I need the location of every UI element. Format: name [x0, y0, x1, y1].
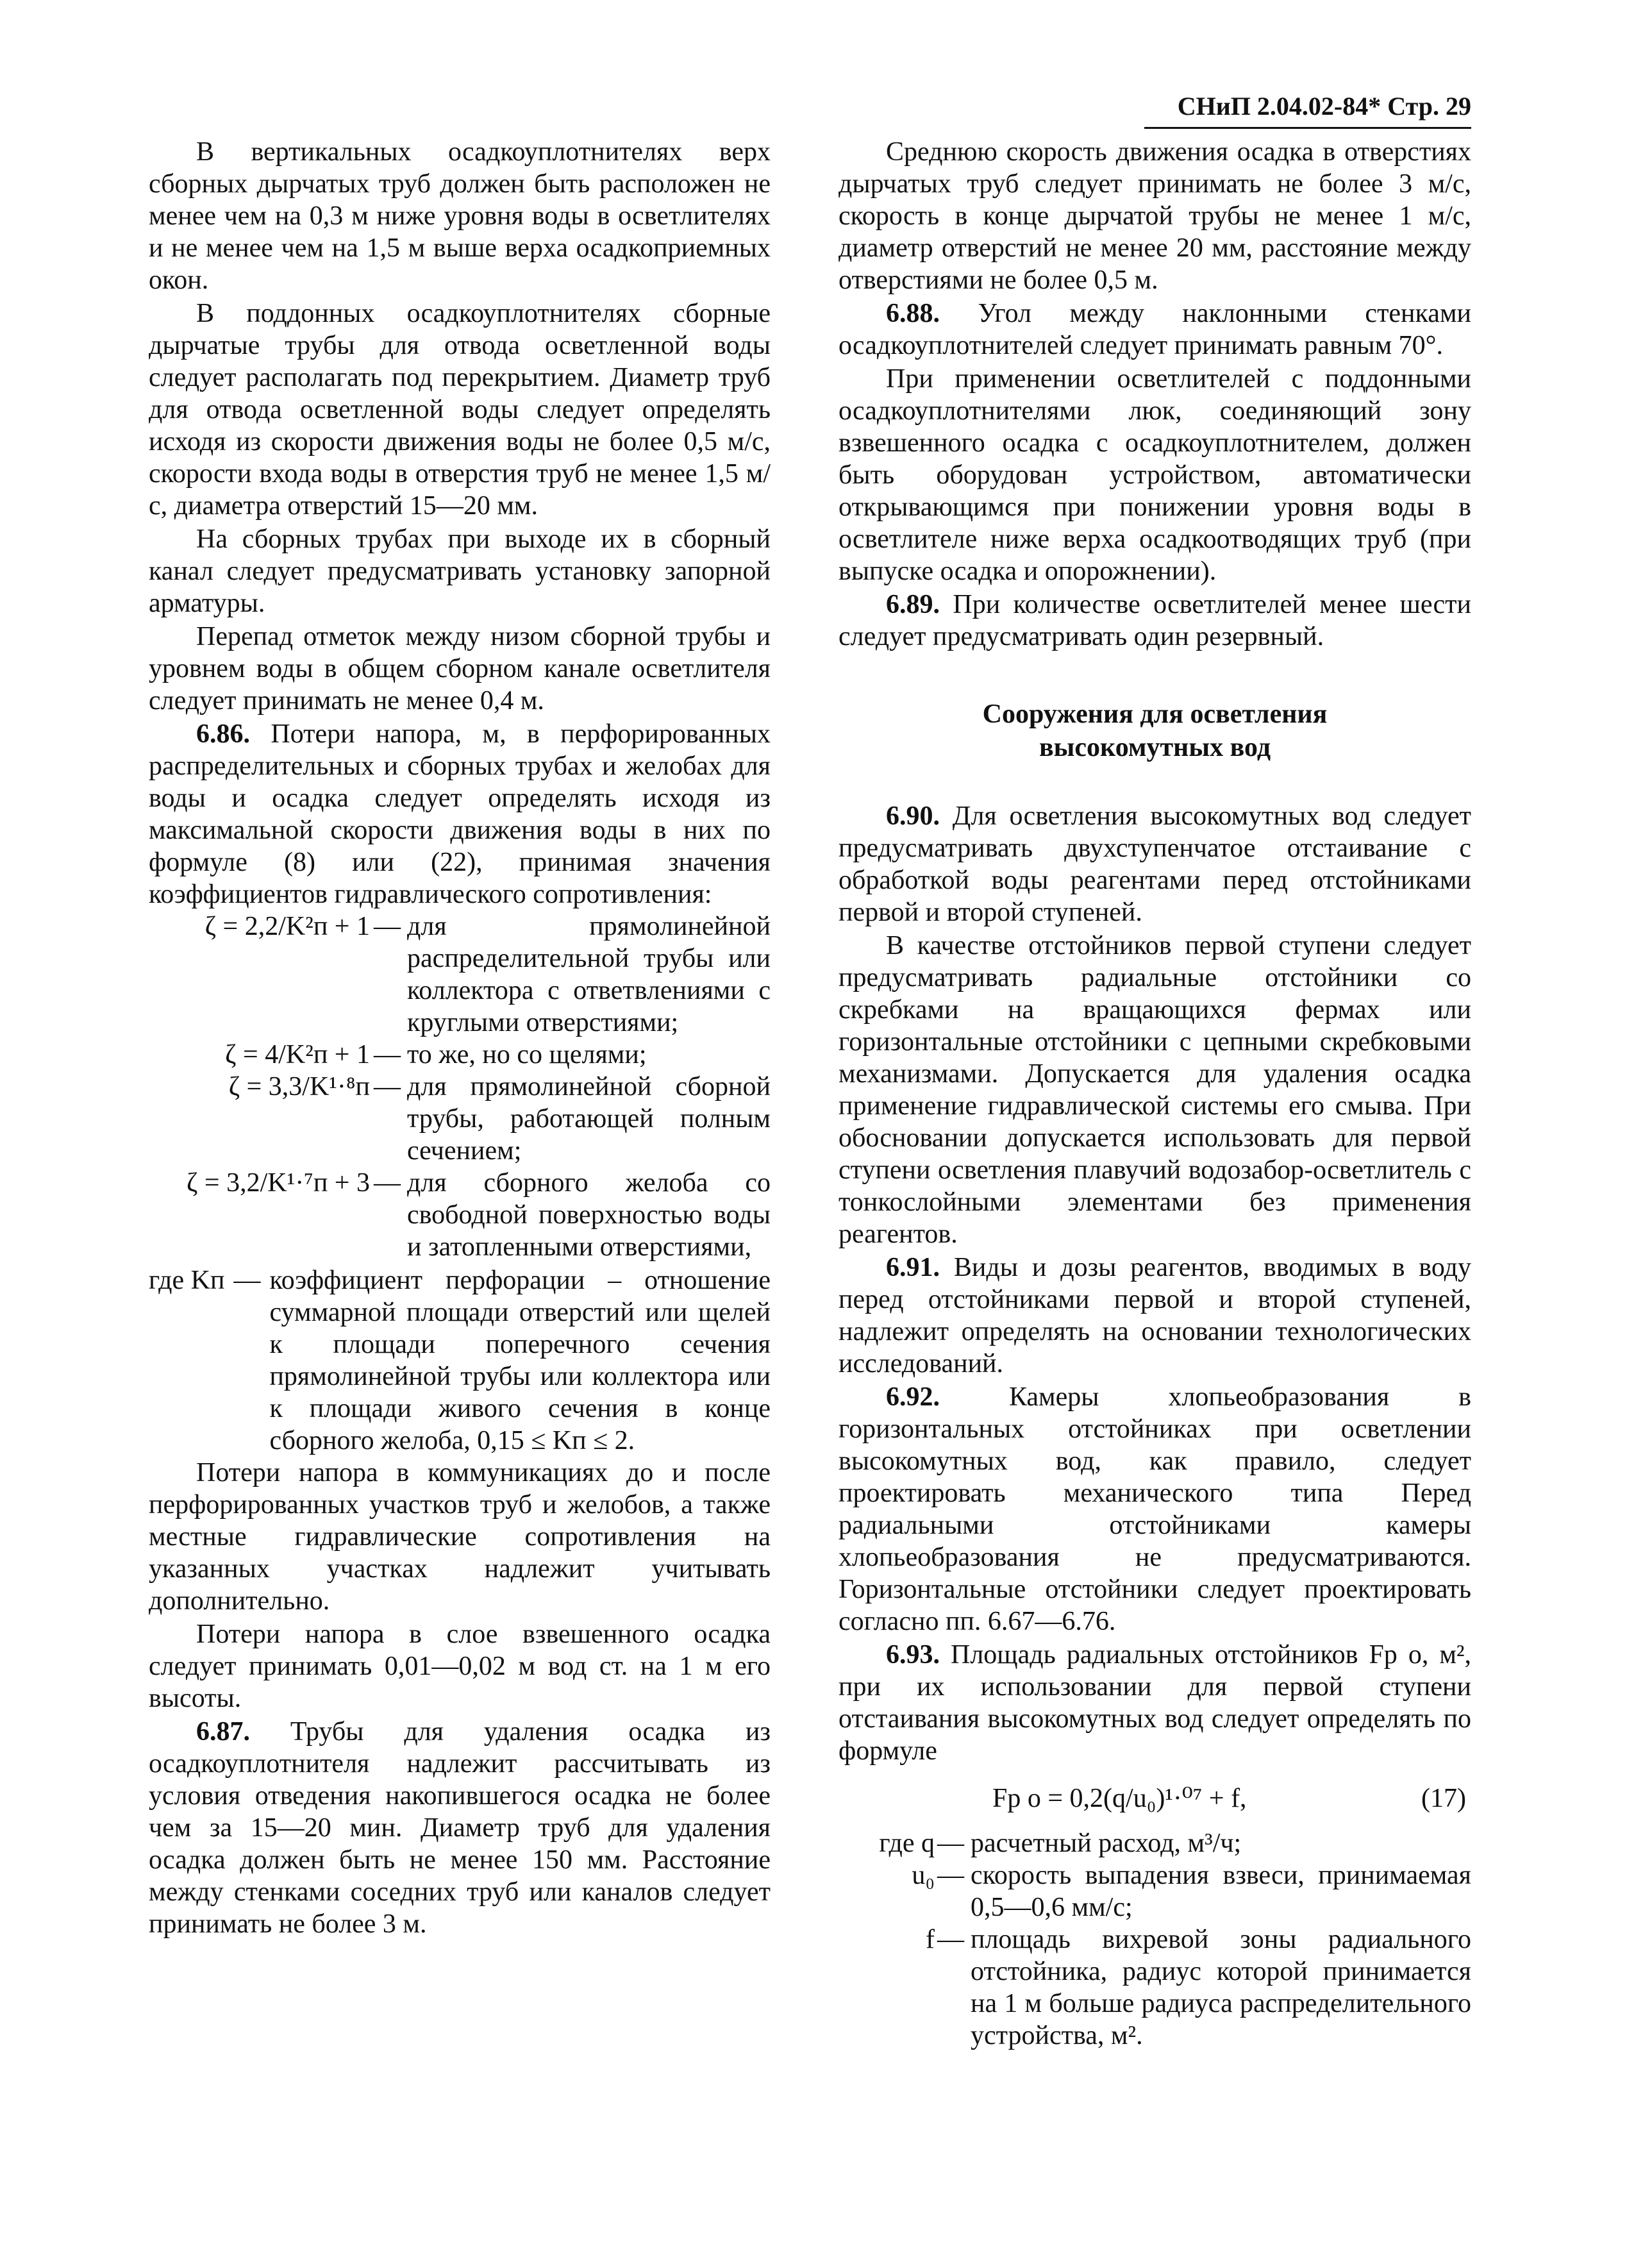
left-column — [149, 136, 771, 1940]
variable-label: где q — [879, 1829, 935, 1858]
equation-17 — [839, 1782, 1471, 1814]
variable-definition — [839, 1827, 1471, 1859]
variable-dash: — — [937, 1829, 964, 1858]
coefficient-definition — [149, 1264, 771, 1457]
paragraph: В вертикальных осадкоуплотнителях верх сборных дырчатых труб должен быть расположен не менее чем на 0,3 м ниже уровня воды в осветлителях и не менее чем на 1,5 м выше верха осадкоприемных окон. — [149, 137, 771, 295]
running-header: СНиП 2.04.02-84* Стр. 29 — [1144, 91, 1471, 129]
clause-6-93 — [839, 1639, 1471, 1767]
formula-dash: — — [374, 1072, 401, 1102]
definition-dash: — — [233, 1266, 261, 1295]
formula-expression: ζ = 3,2/K¹·⁷п + 3 — [187, 1168, 370, 1198]
paragraph: Перепад отметок между низом сборной трубы и уровнем воды в общем сборном канале осветлителя следует принимать не менее 0,4 м. — [149, 622, 771, 716]
formula-row — [149, 1071, 771, 1167]
variable-dash: — — [937, 1925, 964, 1954]
formula-description: для прямолинейной сборной трубы, работающей полным сечением; — [407, 1072, 771, 1166]
clause-text: Потери напора, м, в перфорированных распределительных и сборных трубах и желобах для воды и осадка следует определять исходя из максимальной скорости движения воды в них по формуле (8) или (22), принимая значения коэффициентов гидравлического сопротивления: — [149, 719, 771, 909]
formula-dash: — — [374, 1168, 401, 1198]
formula-row — [149, 910, 771, 1039]
clause-text: Угол между наклонными стенками осадкоуплотнителей следует принимать равным 70°. — [839, 299, 1472, 360]
clause-6-87 — [149, 1716, 771, 1940]
clause-number: 6.89. — [886, 590, 940, 619]
formula-row — [149, 1039, 771, 1071]
paragraph: Среднюю скорость движения осадка в отверстиях дырчатых труб следует принимать не более 3 м/с, скорость в конце дырчатой трубы не менее 1 м/с, диаметр отверстий не менее 20 мм, расстояние между отверстиями не более 0,5 м. — [839, 137, 1471, 295]
variable-definitions — [839, 1827, 1471, 2052]
variable-description: расчетный расход, м³/ч; — [971, 1829, 1242, 1858]
variable-definition — [839, 1859, 1471, 1923]
clause-text: Для осветления высокомутных вод следует предусматривать двухступенчатое отстаивание с обработкой воды реагентами перед отстойниками первой и второй ступеней. — [839, 801, 1471, 927]
formula-expression: ζ = 4/K²п + 1 — [225, 1040, 370, 1069]
formula-dash: — — [374, 912, 401, 941]
equation-number: (17) — [1421, 1784, 1466, 1813]
paragraph: В поддонных осадкоуплотнителях сборные дырчатые трубы для отвода осветленной воды следует располагать под перекрытием. Диаметр труб для отвода осветленной воды следует определять исходя из скорости движения воды не более 0,5 м/с, скорости входа воды в отверстия труб не менее 1,5 м/с, диаметра отверстий 15—20 мм. — [149, 299, 771, 521]
clause-number: 6.92. — [886, 1382, 940, 1412]
clause-6-90 — [839, 800, 1471, 928]
clause-6-89 — [839, 589, 1471, 653]
paragraph: В качестве отстойников первой ступени следует предусматривать радиальные отстойники со скребками на вращающихся фермах или горизонтальные отстойники с цепными скребковыми механизмами. Допускается для удаления осадка применение гидравлической системы его смыва. При обосновании допускается использовать для первой ступени осветления плавучий водозабор-осветлитель с тонкослойными элементами без применения реагентов. — [839, 931, 1471, 1249]
variable-dash: — — [937, 1861, 964, 1890]
definition-text: коэффициент перфорации – отношение суммарной площади отверстий или щелей к площади поперечного сечения прямолинейной трубы или коллектора или к площади живого сечения в конце сборного желоба, 0,15 ≤ Kп ≤ 2. — [269, 1266, 771, 1455]
clause-6-91 — [839, 1252, 1471, 1380]
clause-text: Площадь радиальных отстойников Fр о, м², при их использовании для первой ступени отстаивания высокомутных вод следует определять по формуле — [839, 1640, 1472, 1766]
formula-dash: — — [374, 1040, 401, 1069]
paragraph: Потери напора в слое взвешенного осадка следует принимать 0,01—0,02 м вод ст. на 1 м его высоты. — [149, 1620, 771, 1713]
variable-label: u₀ — [912, 1861, 935, 1890]
section-title — [839, 698, 1471, 764]
variable-label: f — [926, 1925, 935, 1954]
definition-label: где Kп — [149, 1266, 225, 1295]
clause-6-92 — [839, 1381, 1471, 1638]
clause-number: 6.93. — [886, 1640, 940, 1670]
variable-description: площадь вихревой зоны радиального отстойника, радиус которой принимается на 1 м больше радиуса распределительного устройства, м². — [971, 1925, 1471, 2050]
section-title-line: Сооружения для осветления — [982, 700, 1328, 729]
formula-description: для прямолинейной распределительной трубы или коллектора с ответвлениями с круглыми отверстиями; — [407, 912, 771, 1037]
clause-text: Камеры хлопьеобразования в горизонтальных отстойниках при осветлении высокомутных вод, как правило, следует проектировать механического типа Перед радиальными отстойниками камеры хлопьеобразования не предусматриваются. Горизонтальные отстойники следует проектировать согласно пп. 6.67—6.76. — [839, 1382, 1471, 1636]
formula-description: для сборного желоба со свободной поверхностью воды и затопленными отверстиями, — [407, 1168, 771, 1262]
paragraph: При применении осветлителей с поддонными осадкоуплотнителями люк, соединяющий зону взвешенного осадка с осадкоуплотнителем, должен быть оборудован устройством, автоматически открывающимся при понижении уровня воды в осветлителе ниже верха осадкоотводящих труб (при выпуске осадка и опорожнении). — [839, 364, 1471, 586]
variable-definition — [839, 1923, 1471, 2052]
formula-list — [149, 910, 771, 1263]
paragraph: Потери напора в коммуникациях до и после перфорированных участков труб и желобов, а также местные гидравлические сопротивления на указанных участках надлежит учитывать дополнительно. — [149, 1458, 771, 1616]
section-title-line: высокомутных вод — [1039, 733, 1271, 762]
clause-text: Трубы для удаления осадка из осадкоуплотнителя надлежит рассчитывать из условия отведения накопившегося осадка не более чем за 15—20 мин. Диаметр труб для удаления осадка должен быть не менее 150 мм. Расстояние между стенками соседних труб или каналов следует принимать не более 3 м. — [149, 1717, 771, 1939]
formula-row — [149, 1167, 771, 1263]
clause-text: Виды и дозы реагентов, вводимых в воду перед отстойниками первой и второй ступеней, надлежит определять на основании технологических исследований. — [839, 1253, 1472, 1378]
paragraph: На сборных трубах при выходе их в сборный канал следует предусматривать установку запорной арматуры. — [149, 524, 771, 618]
right-column — [839, 136, 1471, 2052]
variable-description: скорость выпадения взвеси, принимаемая 0,5—0,6 мм/с; — [971, 1861, 1471, 1922]
clause-text: При количестве осветлителей менее шести следует предусматривать один резервный. — [839, 590, 1471, 651]
clause-number: 6.86. — [196, 719, 250, 749]
clause-number: 6.87. — [196, 1717, 250, 1747]
equation-body: Fр о = 0,2(q/u₀)¹·⁰⁷ + f, — [992, 1784, 1247, 1813]
formula-expression: ζ = 3,3/K¹·⁸п — [228, 1072, 370, 1102]
clause-6-88 — [839, 297, 1471, 362]
clause-6-86 — [149, 718, 771, 910]
clause-number: 6.91. — [886, 1253, 940, 1282]
formula-expression: ζ = 2,2/K²п + 1 — [204, 912, 370, 941]
clause-number: 6.90. — [886, 801, 940, 831]
formula-description: то же, но со щелями; — [407, 1040, 647, 1069]
clause-number: 6.88. — [886, 299, 940, 328]
